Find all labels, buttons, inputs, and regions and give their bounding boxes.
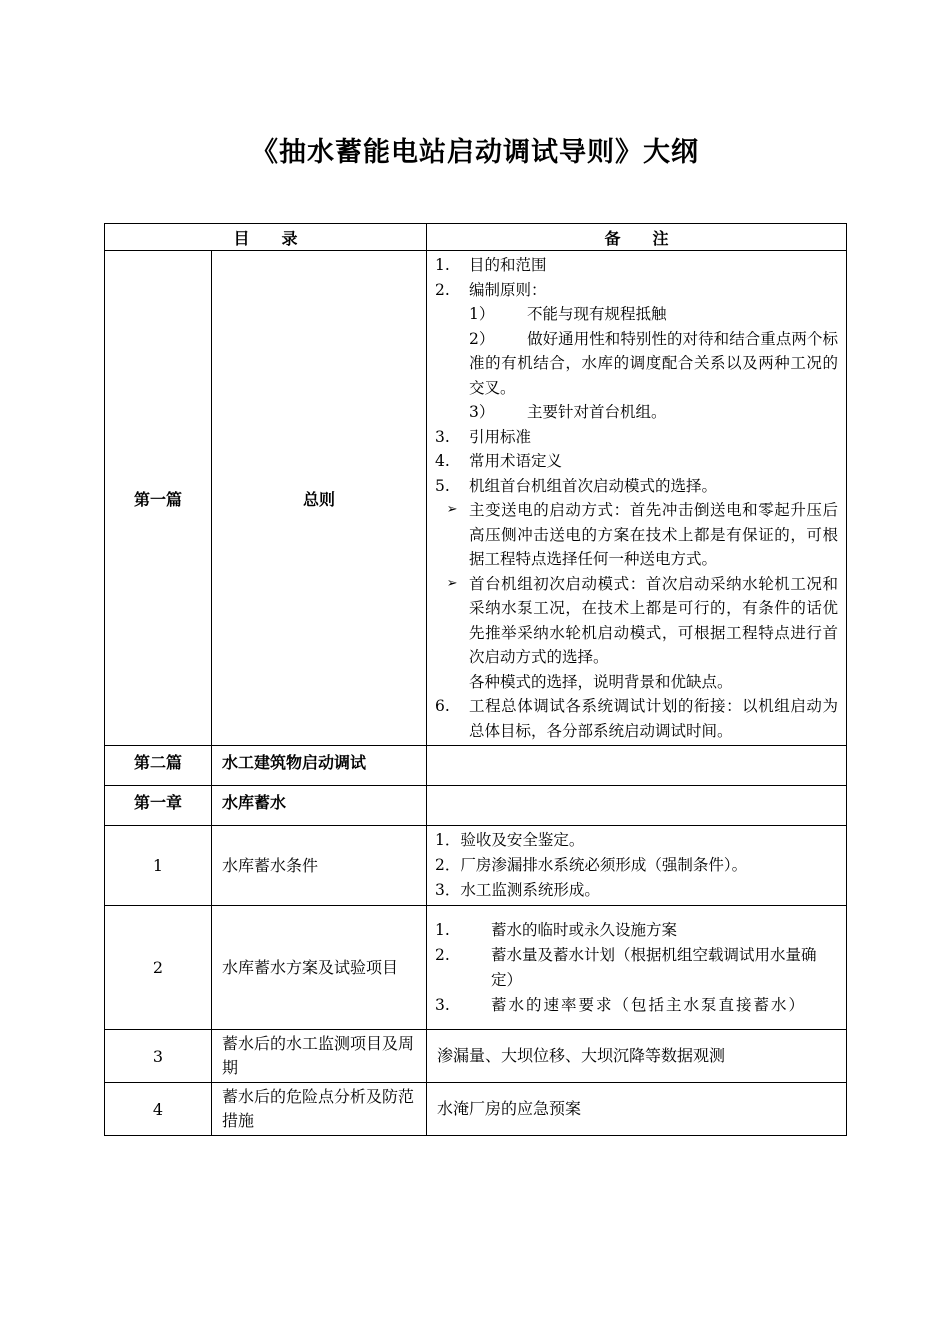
sub-number: 3）	[469, 403, 495, 421]
list-text: 工程总体调试各系统调试计划的衔接：以机组启动为总体目标，各分部系统启动调试时间。	[469, 697, 839, 740]
table-row-chapter1	[105, 786, 847, 826]
part2-notes	[427, 746, 847, 786]
part2-name: 水工建筑物启动调试	[212, 746, 427, 786]
list-text: 机组首台机组首次启动模式的选择。	[469, 476, 718, 495]
bullet-text: 主变送电的启动方式：首先冲击倒送电和零起升压后高压侧冲击送电的方案在技术上都是有保证的，可根据工程特点选择任何一种送电方式。	[469, 501, 839, 568]
list-text: 蓄水的速率要求（包括主水泵直接蓄水）	[491, 995, 807, 1014]
list-number: 2.	[435, 280, 450, 299]
list-text: 蓄水量及蓄水计划（根据机组空载调试用水量确定）	[491, 945, 817, 989]
part1-notes	[427, 251, 847, 746]
arrow-bullet-icon: ➢	[446, 575, 458, 591]
item-notes	[427, 826, 847, 906]
list-text: 目的和范围	[469, 256, 547, 274]
item-name: 蓄水后的危险点分析及防范措施	[212, 1083, 427, 1136]
outline-table	[104, 223, 847, 1136]
chapter1-label: 第一章	[105, 786, 212, 826]
list-number: 5.	[435, 476, 450, 495]
header-notes: 备 注	[427, 224, 847, 251]
sub-number: 2）	[469, 329, 495, 348]
part1-label: 第一篇	[105, 251, 212, 746]
plain-text: 各种模式的选择，说明背景和优缺点。	[469, 672, 733, 691]
table-row	[105, 906, 847, 1030]
list-number: 4.	[435, 452, 450, 470]
item-number: 2	[105, 906, 212, 1030]
item-note: 水淹厂房的应急预案	[427, 1083, 847, 1136]
item-name: 水库蓄水条件	[212, 826, 427, 906]
part2-label: 第二篇	[105, 746, 212, 786]
chapter1-notes	[427, 786, 847, 826]
list-text: 引用标准	[469, 427, 532, 446]
list-number: 3.	[435, 995, 450, 1014]
list-text: 蓄水的临时或永久设施方案	[491, 920, 678, 939]
sub-number: 1）	[469, 305, 495, 323]
sub-text: 主要针对首台机组。	[527, 403, 667, 421]
item-number: 1	[105, 826, 212, 906]
sub-text: 不能与现有规程抵触	[527, 305, 667, 323]
list-text: 常用术语定义	[469, 452, 563, 470]
list-number: 1.	[435, 256, 450, 274]
arrow-bullet-icon: ➢	[446, 502, 458, 517]
sub-text: 做好通用性和特别性的对待和结合重点两个标准的有机结合，水库的调度配合关系以及两种工况的交叉。	[469, 329, 839, 397]
part1-name: 总则	[212, 251, 427, 746]
chapter1-name: 水库蓄水	[212, 786, 427, 826]
item-number: 4	[105, 1083, 212, 1136]
header-toc: 目 录	[105, 224, 427, 251]
item-number: 3	[105, 1030, 212, 1083]
item-name: 蓄水后的水工监测项目及周期	[212, 1030, 427, 1083]
document-title: 《抽水蓄能电站启动调试导则》大纲	[251, 137, 699, 168]
list-number: 6.	[435, 697, 450, 715]
bullet-text: 首台机组初次启动模式：首次启动采纳水轮机工况和采纳水泵工况，在技术上都是可行的，有条件的话优先推举采纳水轮机启动模式，可根据工程特点进行首次启动方式的选择。	[469, 574, 839, 666]
note-line: 3．水工监测系统形成。	[435, 881, 600, 899]
table-row-part1	[105, 251, 847, 746]
list-number: 1.	[435, 920, 450, 939]
item-note: 渗漏量、大坝位移、大坝沉降等数据观测	[427, 1030, 847, 1083]
table-row	[105, 826, 847, 906]
item-name: 水库蓄水方案及试验项目	[212, 906, 427, 1030]
note-line: 1．验收及安全鉴定。	[435, 831, 585, 849]
list-number: 2.	[435, 945, 450, 964]
table-row	[105, 1083, 847, 1136]
note-line: 2．厂房渗漏排水系统必须形成（强制条件）。	[435, 856, 748, 874]
item-notes	[427, 906, 847, 1030]
list-number: 3.	[435, 427, 450, 446]
list-text: 编制原则：	[469, 280, 547, 299]
table-row-part2	[105, 746, 847, 786]
table-row	[105, 1030, 847, 1083]
table-header-row	[105, 224, 847, 251]
